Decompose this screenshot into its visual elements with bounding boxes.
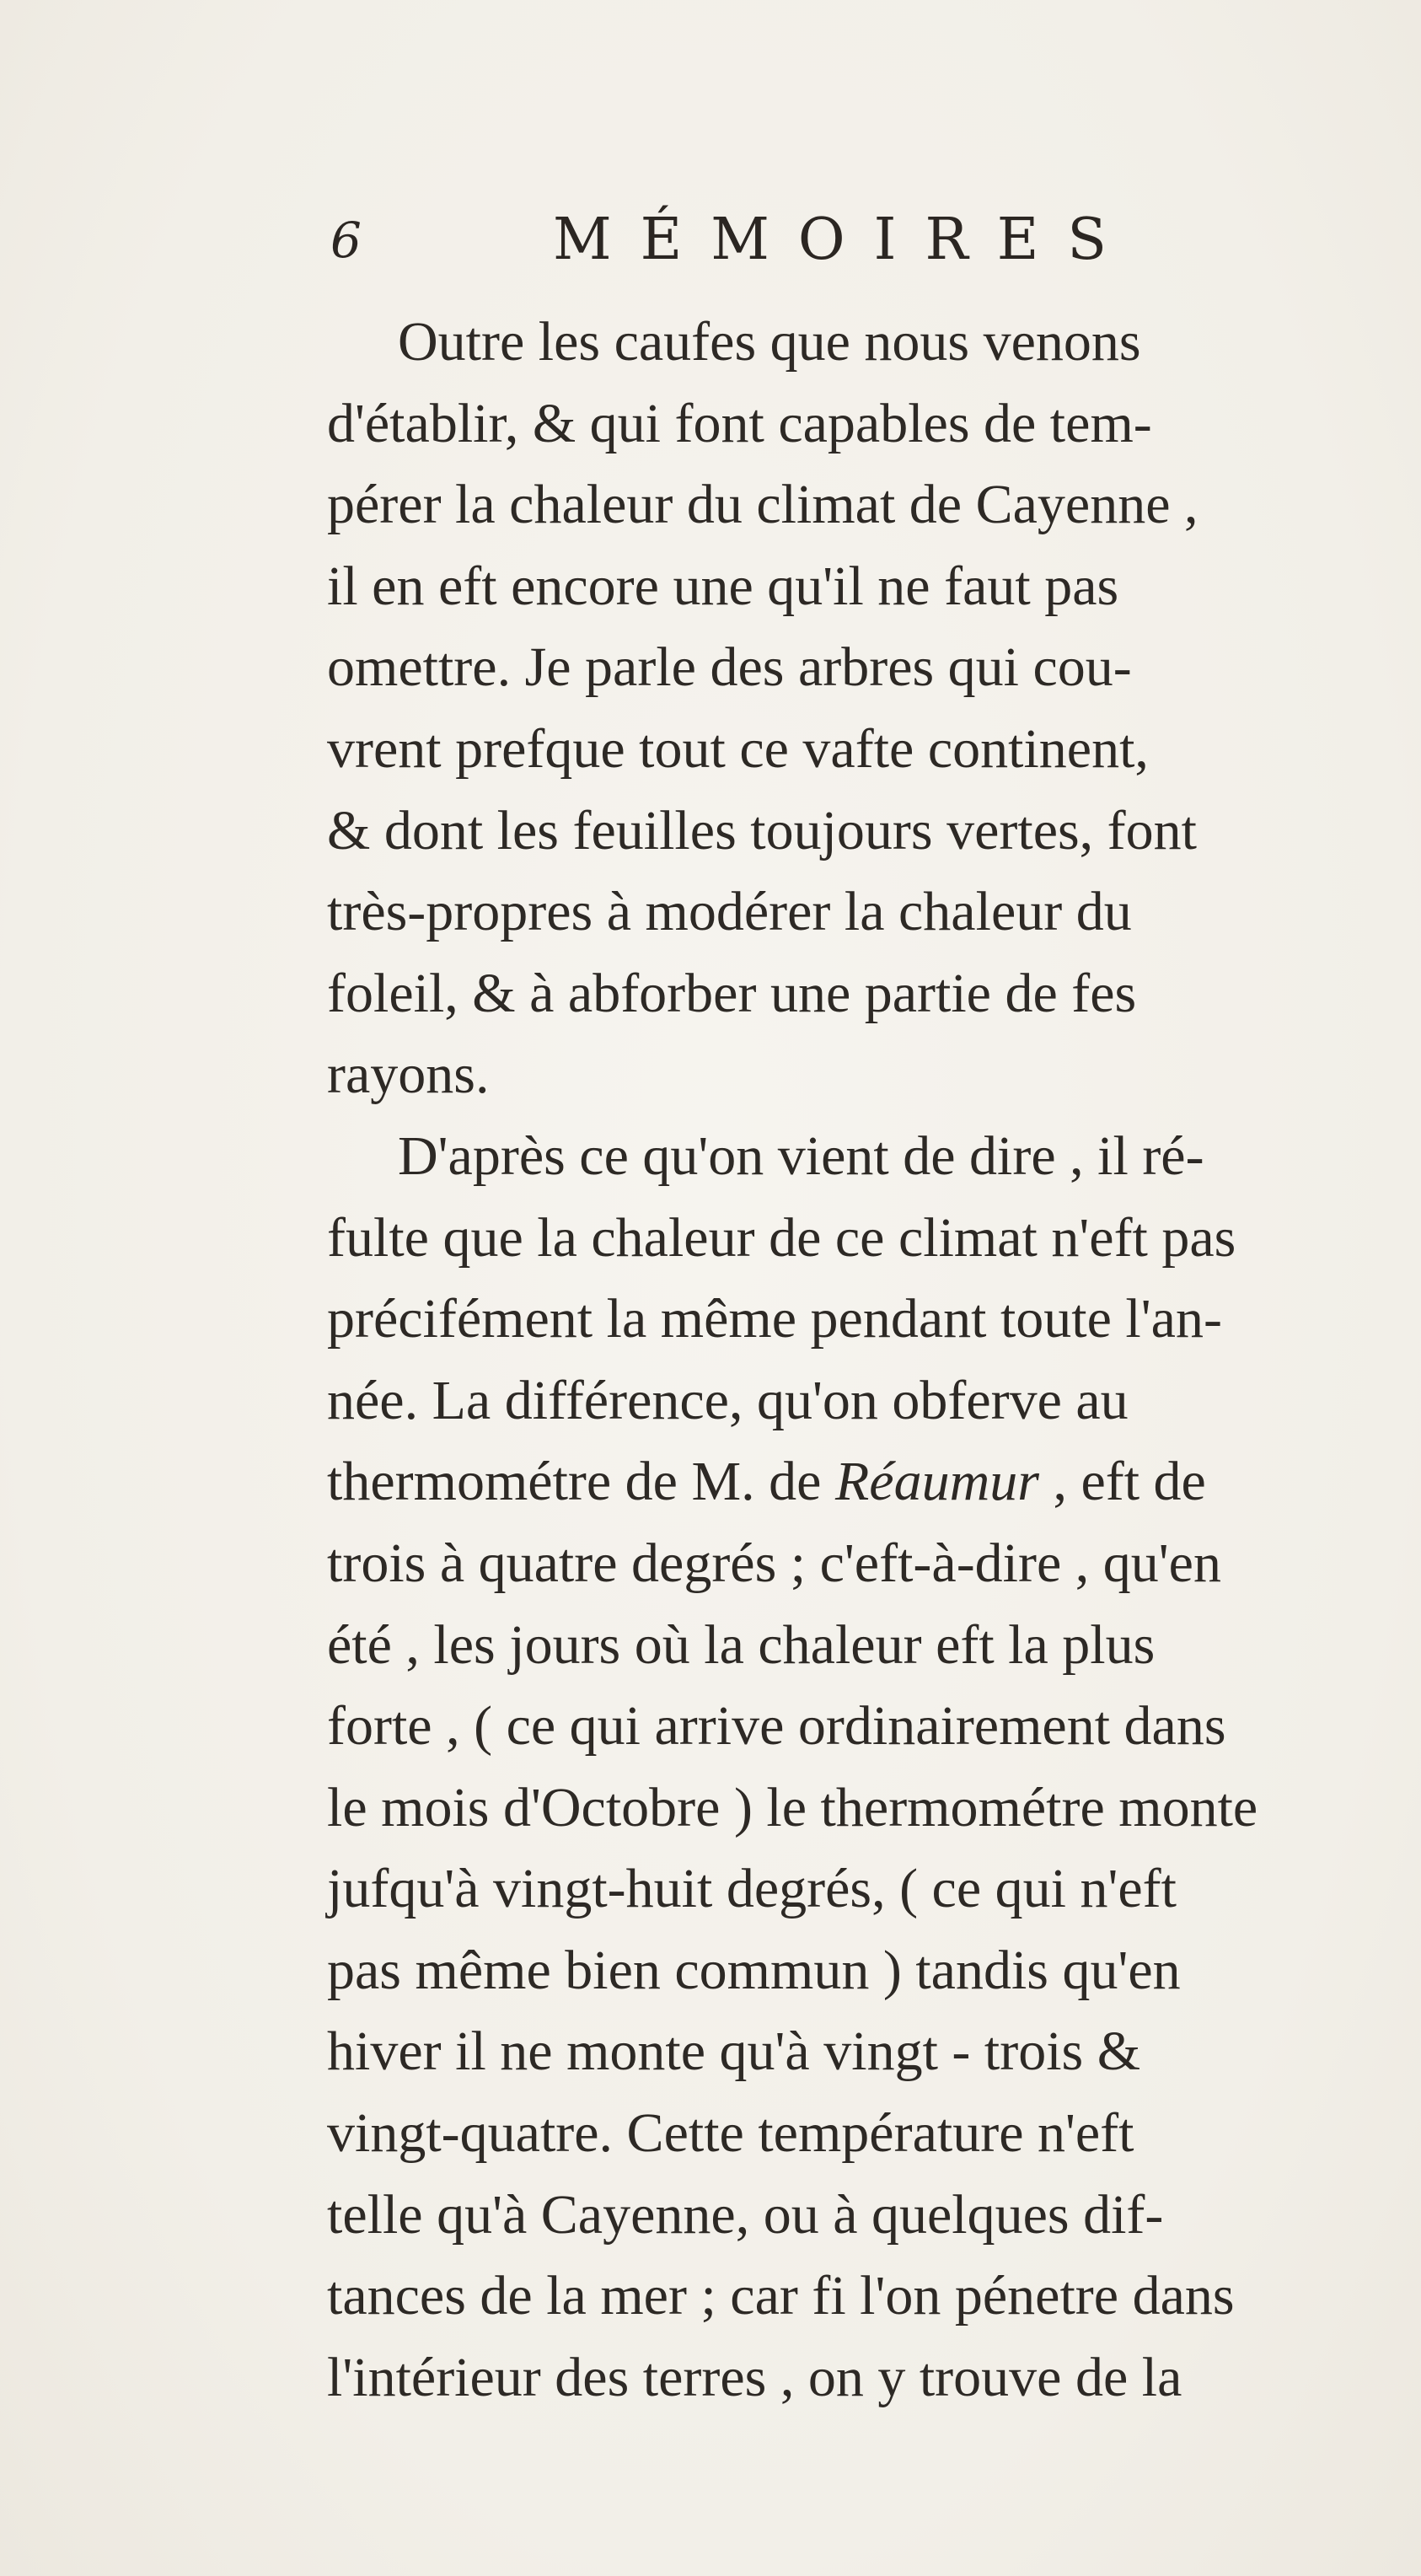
- text-line: précifément la même pendant toute l'an-: [327, 1288, 1222, 1350]
- text-line: trois à quatre degrés ; c'eft-à-dire , qu'en: [327, 1532, 1221, 1594]
- text-line: forte , ( ce qui arrive ordinairement dans: [327, 1695, 1226, 1758]
- text-line: thermométre de M. de Réaumur , eft de: [327, 1451, 1206, 1513]
- text-line: hiver il ne monte qu'à vingt - trois &: [327, 2021, 1141, 2083]
- text-line: omettre. Je parle des arbres qui cou-: [327, 636, 1132, 699]
- text-line: été , les jours où la chaleur eft la plus: [327, 1613, 1156, 1676]
- text-line: née. La différence, qu'on obferve au: [327, 1369, 1129, 1431]
- page-header: [330, 207, 1173, 282]
- text-line: le mois d'Octobre ) le thermométre monte: [327, 1776, 1258, 1838]
- text-line: d'établir, & qui font capables de tem-: [327, 392, 1152, 454]
- text-line: rayons.: [327, 1044, 490, 1106]
- text-line: Outre les caufes que nous venons: [398, 311, 1141, 373]
- text-line: fulte que la chaleur de ce climat n'eft pas: [327, 1206, 1236, 1269]
- text-line: telle qu'à Cayenne, ou à quelques dif-: [327, 2183, 1164, 2246]
- text-line: très-propres à modérer la chaleur du: [327, 881, 1132, 943]
- text-line: pérer la chaleur du climat de Cayenne ,: [327, 474, 1198, 536]
- text-line: jufqu'à vingt-huit degrés, ( ce qui n'eft: [327, 1858, 1177, 1920]
- text-line: vingt-quatre. Cette température n'eft: [327, 2102, 1134, 2165]
- text-line: pas même bien commun ) tandis qu'en: [327, 1939, 1181, 2001]
- text-line: tances de la mer ; car fi l'on pénetre dans: [327, 2265, 1235, 2327]
- italic-name: Réaumur: [834, 1451, 1039, 1513]
- body-text: [327, 302, 1379, 2418]
- text-line: il en eft encore une qu'il ne faut pas: [327, 555, 1119, 617]
- text-line: foleil, & à abforber une partie de fes: [327, 962, 1137, 1024]
- running-head: MÉMOIRES: [553, 207, 1135, 273]
- text-line: l'intérieur des terres , on y trouve de la: [327, 2346, 1182, 2408]
- page-number: 6: [330, 212, 362, 269]
- text-line: D'après ce qu'on vient de dire , il ré-: [398, 1124, 1204, 1187]
- text-line: & dont les feuilles toujours vertes, font: [327, 799, 1197, 861]
- text-line: vrent prefque tout ce vafte continent,: [327, 717, 1149, 780]
